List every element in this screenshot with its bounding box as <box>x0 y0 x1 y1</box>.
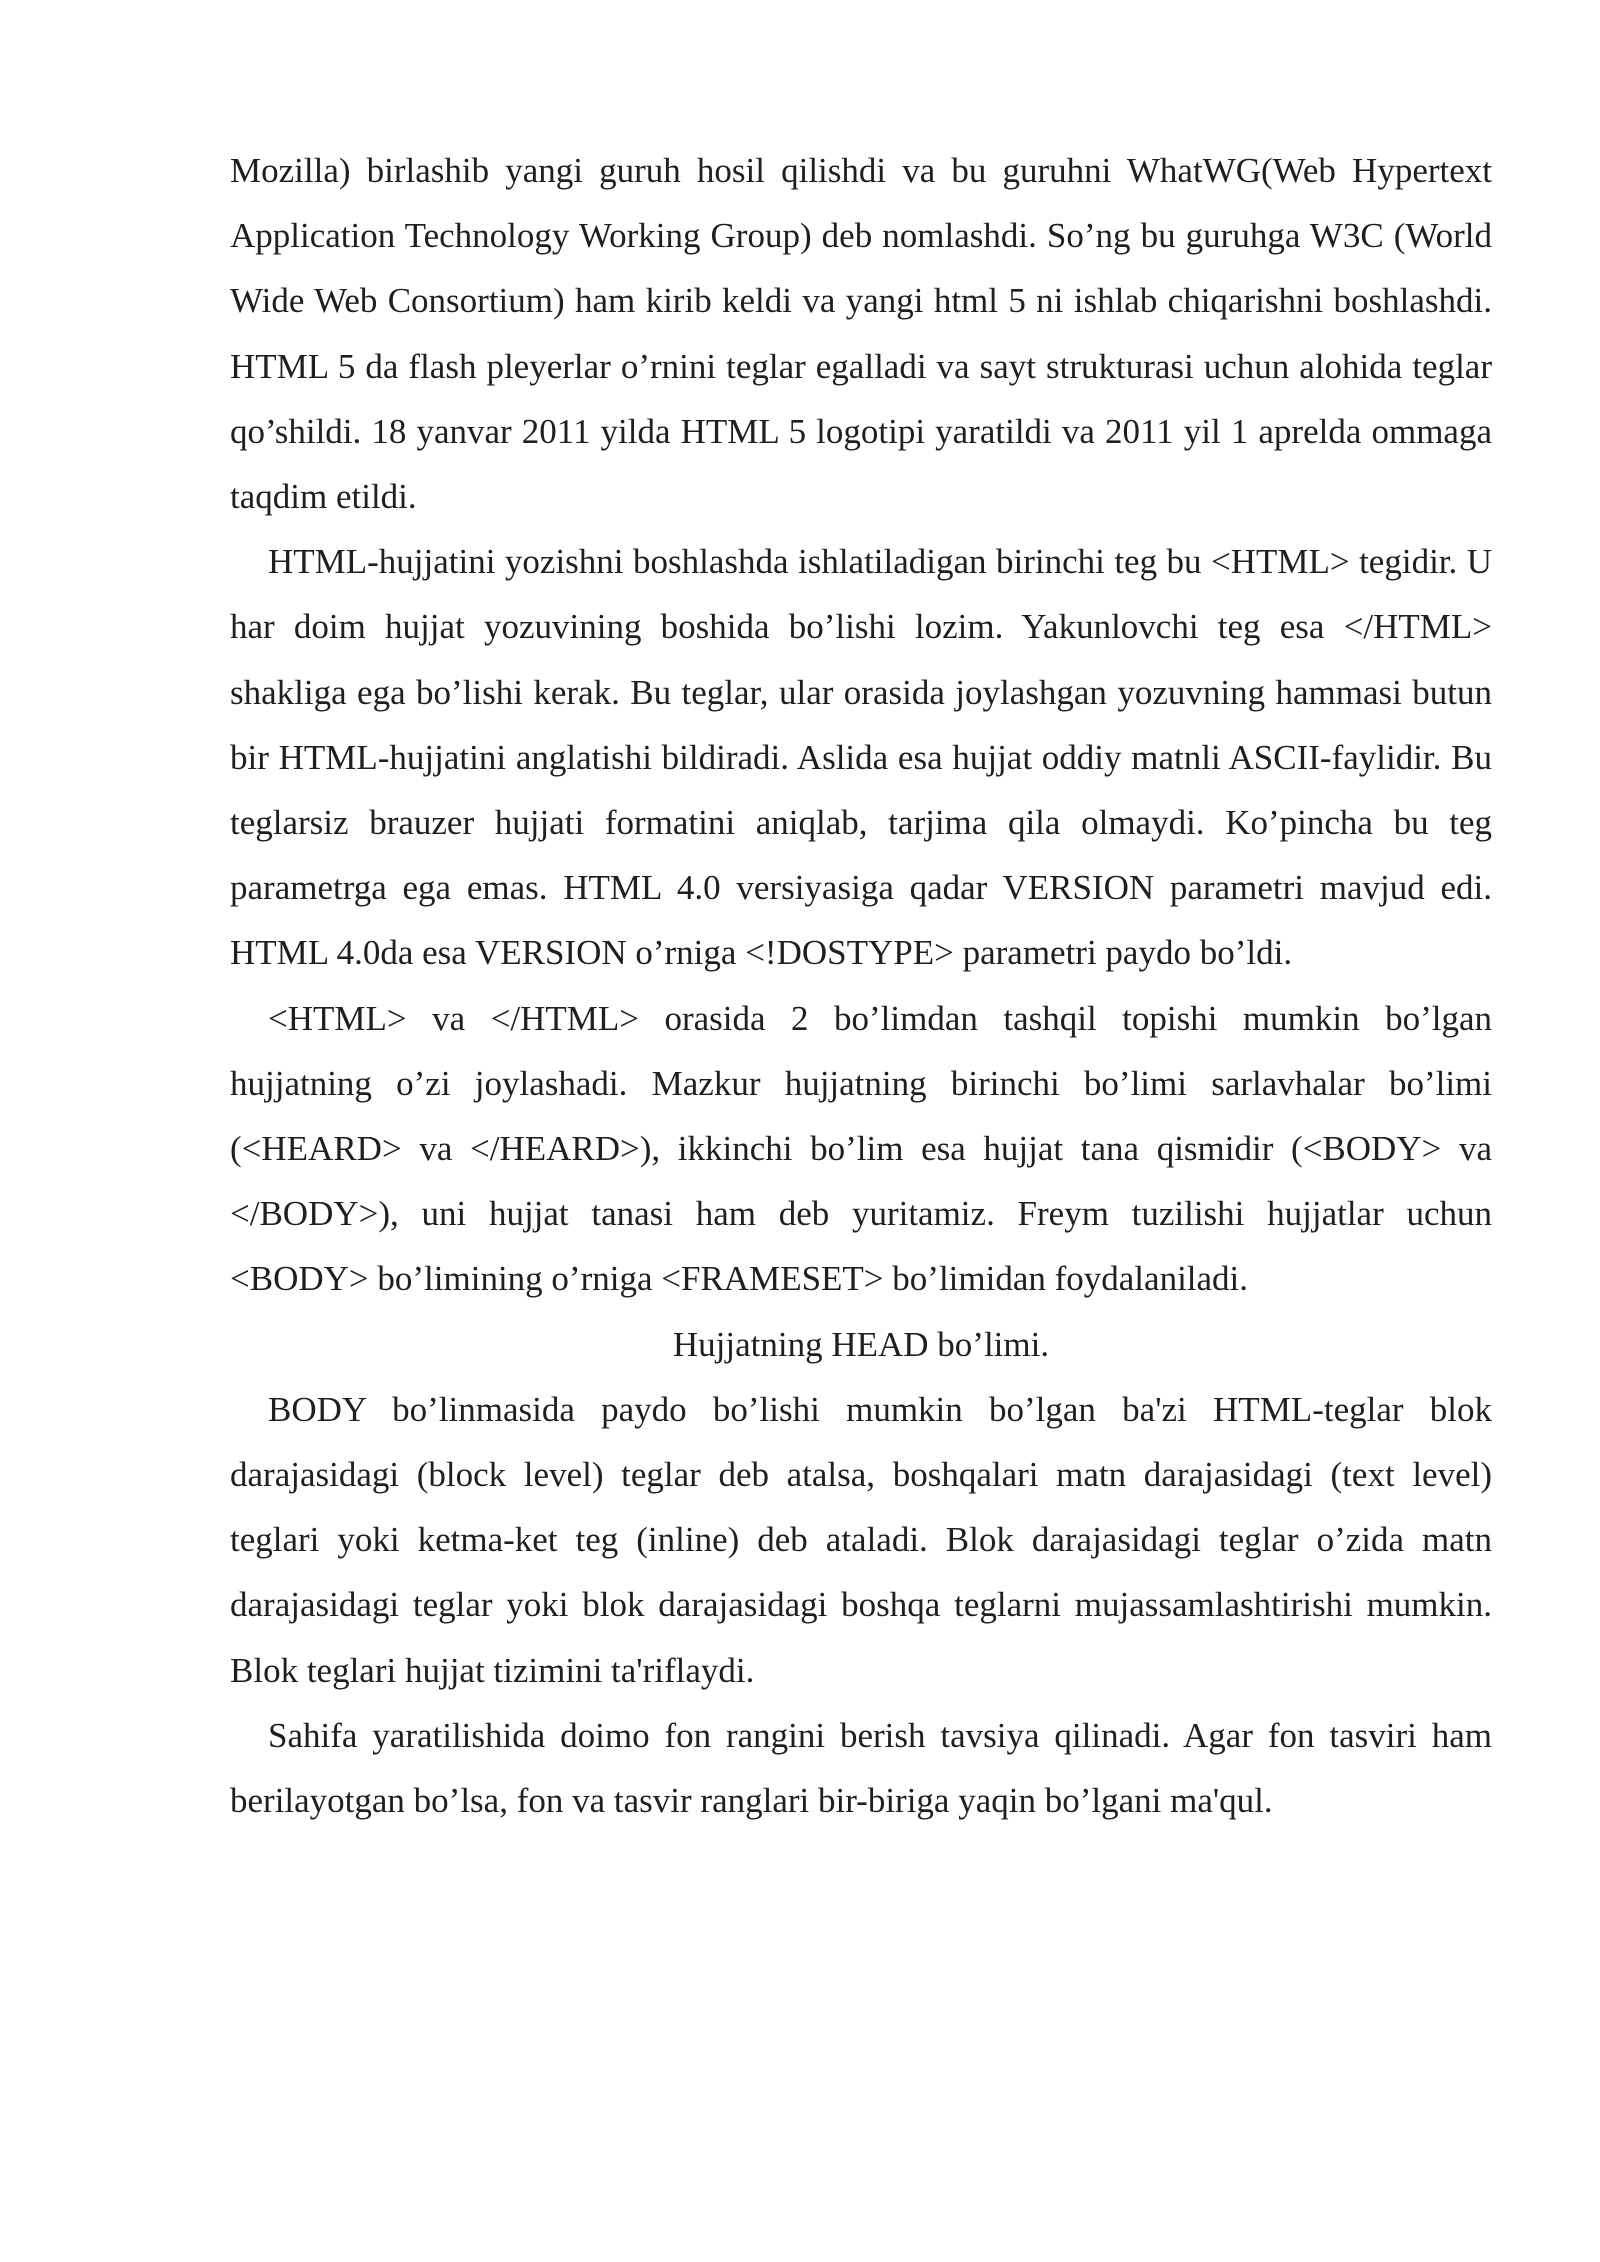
section-heading-head: Hujjatning HEAD bo’limi. <box>672 1324 1050 1364</box>
paragraph-background-color: Sahifa yaratilishida doimo fon rangini berish tavsiya qilinadi. Agar fon tasviri ham berilayotgan bo’lsa, fon va tasvir ranglari bir-biriga yaqin bo’lgani ma'qul. <box>230 1715 1492 1821</box>
paragraph-html5-history: Mozilla) birlashib yangi guruh hosil qilishdi va bu guruhni WhatWG(Web Hypertext Application Technology Working Group) deb nomlashdi. So’ng bu guruhga W3C (World Wide Web Consortium) ham kirib keldi va yangi html 5 ni ishlab chiqarishni boshlashdi. HTML 5 da flash pleyerlar o’rnini teglar egalladi va sayt strukturasi uchun alohida teglar qo’shildi. 18 yanvar 2011 yilda HTML 5 logotipi yaratildi va 2011 yil 1 aprelda ommaga taqdim etildi. <box>230 151 1492 517</box>
paragraph-html-tag: HTML-hujjatini yozishni boshlashda ishlatiladigan birinchi teg bu <HTML> tegidir. U har doim hujjat yozuvining boshida bo’lishi lozim. Yakunlovchi teg esa </HTML> shakliga ega bo’lishi kerak. Bu teglar, ular orasida joylashgan yozuvning hammasi butun bir HTML-hujjatini anglatishi bildiradi. Aslida esa hujjat oddiy matnli ASCII-faylidir. Bu teglarsiz brauzer hujjati formatini aniqlab, tarjima qila olmaydi. Ko’pincha bu teg parametrga ega emas. HTML 4.0 versiyasiga qadar VERSION parametri mavjud edi. HTML 4.0da esa VERSION o’rniga <!DOSTYPE> parametri paydo bo’ldi. <box>230 542 1492 973</box>
paragraph-document-sections: <HTML> va </HTML> orasida 2 bo’limdan tashqil topishi mumkin bo’lgan hujjatning o’zi joylashadi. Mazkur hujjatning birinchi bo’limi sarlavhalar bo’limi (<HEARD> va </HEARD>), ikkinchi bo’lim esa hujjat tana qismidir (<BODY> va </BODY>), uni hujjat tanasi ham deb yuritamiz. Freym tuzilishi hujjatlar uchun <BODY> bo’limining o’rniga <FRAMESET> bo’limidan foydalaniladi. <box>230 998 1492 1299</box>
document-page <box>230 138 1492 1833</box>
paragraph-block-level-tags: BODY bo’linmasida paydo bo’lishi mumkin bo’lgan ba'zi HTML-teglar blok darajasidagi (block level) teglar deb atalsa, boshqalari matn darajasidagi (text level) teglari yoki ketma-ket teg (inline) deb ataladi. Blok darajasidagi teglar o’zida matn darajasidagi teglar yoki blok darajasidagi boshqa teglarni mujassamlashtirishi mumkin. Blok teglari hujjat tizimini ta'riflaydi. <box>230 1389 1492 1690</box>
